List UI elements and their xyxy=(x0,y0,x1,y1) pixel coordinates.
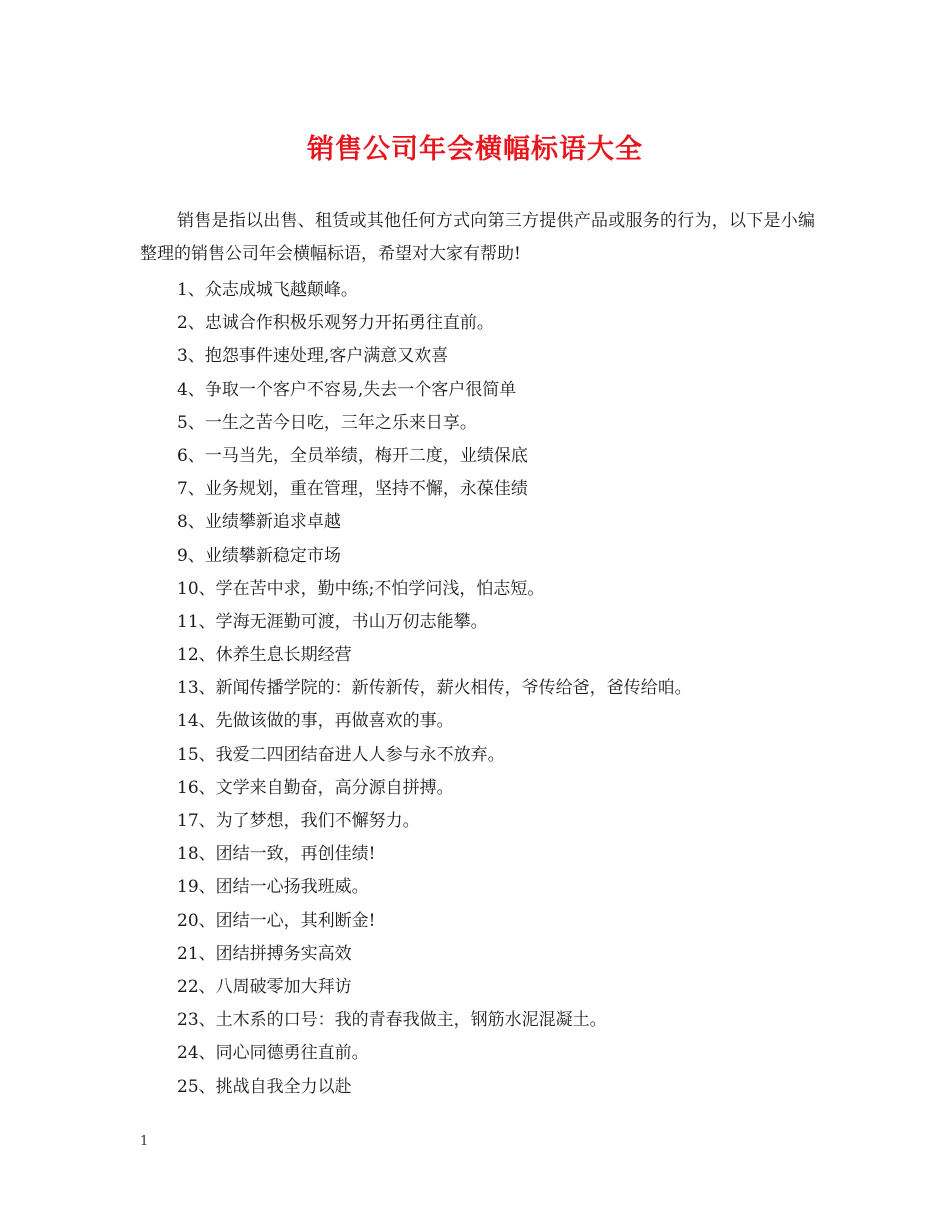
list-item: 3、抱怨事件速处理,客户满意又欢喜 xyxy=(177,346,449,367)
list-item: 11、学海无涯勤可渡，书山万仞志能攀。 xyxy=(177,611,488,632)
list-item: 4、争取一个客户不容易,失去一个客户很简单 xyxy=(177,379,517,400)
list-item: 2、忠诚合作积极乐观努力开拓勇往直前。 xyxy=(177,313,494,334)
list-item: 14、先做该做的事，再做喜欢的事。 xyxy=(177,711,454,732)
list-item: 24、同心同德勇往直前。 xyxy=(177,1043,369,1064)
list-item: 16、文学来自勤奋，高分源自拼搏。 xyxy=(177,777,454,798)
list-item: 19、团结一心扬我班威。 xyxy=(177,877,369,898)
list-item: 21、团结拼搏务实高效 xyxy=(177,943,352,964)
document-title: 销售公司年会横幅标语大全 xyxy=(307,134,643,165)
list-item: 18、团结一致，再创佳绩! xyxy=(177,844,376,865)
list-item: 12、休养生息长期经营 xyxy=(177,645,352,666)
page-number: 1 xyxy=(140,1134,149,1149)
list-item: 22、八周破零加大拜访 xyxy=(177,976,352,997)
list-item: 20、团结一心，其利断金! xyxy=(177,910,376,931)
list-item: 8、业绩攀新追求卓越 xyxy=(177,512,341,533)
list-item: 23、土木系的口号：我的青春我做主，钢筋水泥混凝土。 xyxy=(177,1010,607,1031)
list-item: 6、一马当先，全员举绩，梅开二度，业绩保底 xyxy=(177,445,528,466)
list-item: 10、学在苦中求，勤中练;不怕学问浅，怕志短。 xyxy=(177,578,545,599)
list-item: 15、我爱二四团结奋进人人参与永不放弃。 xyxy=(177,744,505,765)
list-item: 1、众志成城飞越颠峰。 xyxy=(177,280,358,300)
list-item: 9、业绩攀新稳定市场 xyxy=(177,545,341,566)
list-item: 7、业务规划，重在管理，坚持不懈，永葆佳绩 xyxy=(177,479,528,500)
list-item: 5、一生之苦今日吃，三年之乐来日享。 xyxy=(177,412,477,433)
slogan-list xyxy=(177,274,817,1104)
list-item: 17、为了梦想，我们不懈努力。 xyxy=(177,811,420,831)
list-item: 13、新闻传播学院的：新传新传，薪火相传，爷传给爸，爸传给咱。 xyxy=(177,678,692,699)
intro-paragraph: 销售是指以出售、租赁或其他任何方式向第三方提供产品或服务的行为，以下是小编整理的销售公司年会横幅标语，希望对大家有帮助! xyxy=(140,211,815,264)
list-item: 25、挑战自我全力以赴 xyxy=(177,1076,352,1097)
